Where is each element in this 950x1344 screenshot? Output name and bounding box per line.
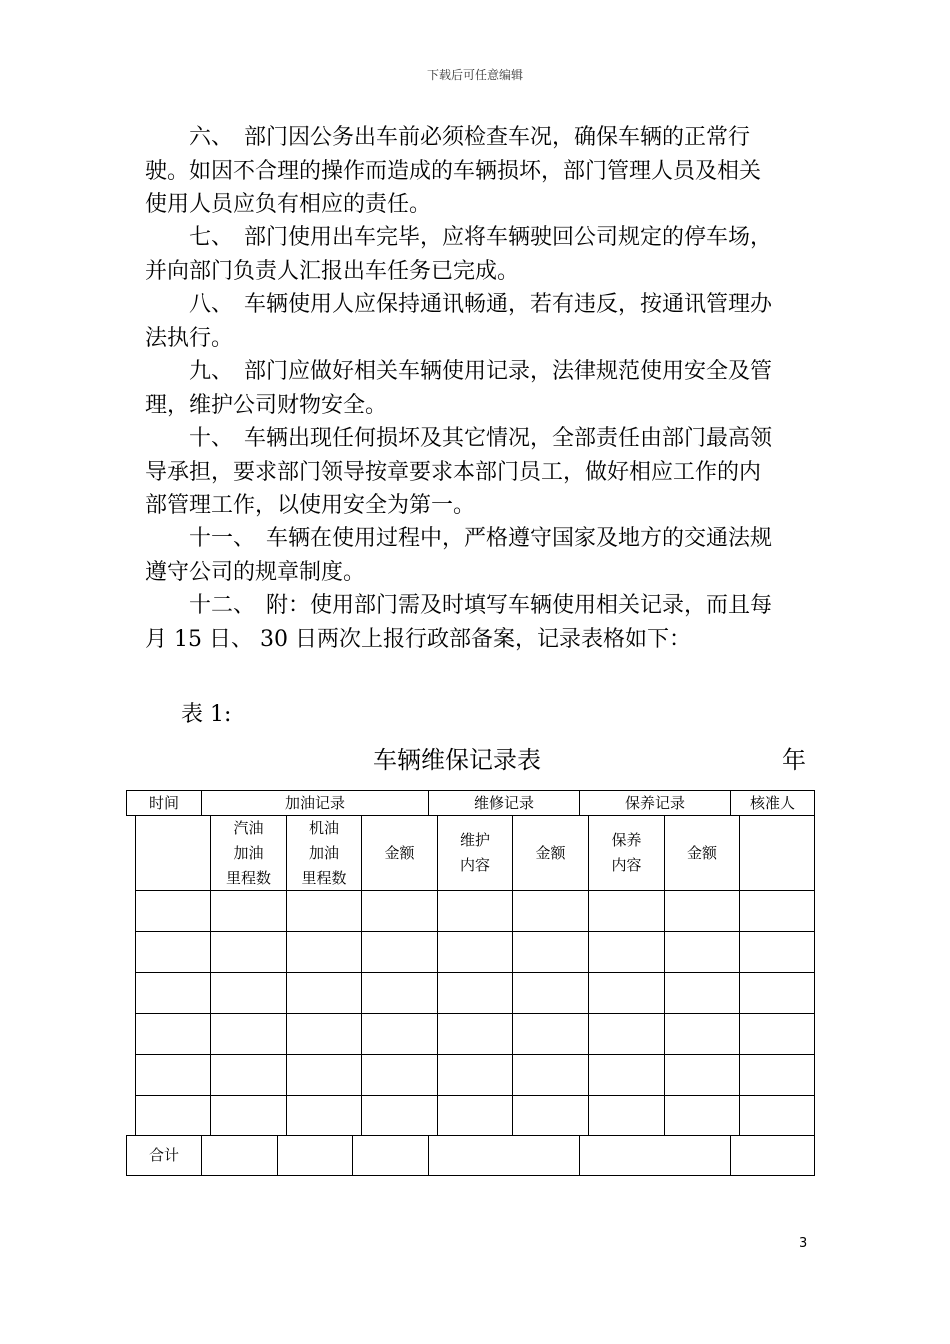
table-sub-header: 金额 — [512, 815, 589, 891]
table-cell — [361, 1013, 438, 1055]
table-cell — [739, 890, 815, 932]
paragraph — [145, 121, 810, 222]
table-sub-header — [135, 815, 211, 891]
table-sub-header: 机油 加油 里程数 — [286, 815, 362, 891]
table-cell — [286, 1013, 362, 1055]
table-cell — [664, 890, 740, 932]
table-group-header: 保养记录 — [579, 790, 731, 816]
table-cell — [135, 972, 211, 1014]
page-header: 下载后可任意编辑 — [426, 68, 523, 82]
table-total-cell — [352, 1135, 429, 1176]
table-cell — [588, 1054, 665, 1096]
table-cell — [739, 972, 815, 1014]
table-cell — [664, 1054, 740, 1096]
table-cell — [361, 1054, 438, 1096]
table-cell — [437, 1013, 513, 1055]
table-cell — [210, 1054, 287, 1096]
table-cell — [210, 890, 287, 932]
table-cell — [512, 1054, 589, 1096]
table-cell — [437, 931, 513, 973]
table-cell — [437, 890, 513, 932]
paragraph-line: 十二、 附：使用部门需及时填写车辆使用相关记录，而且每 — [145, 593, 773, 618]
paragraph-line: 并向部门负责人汇报出车任务已完成。 — [145, 258, 520, 284]
table-cell — [588, 972, 665, 1014]
table-sub-header: 维护 内容 — [437, 815, 513, 891]
paragraph-line: 驶。如因不合理的操作而造成的车辆损坏，部门管理人员及相关 — [145, 158, 762, 184]
table-group-header: 核准人 — [730, 790, 815, 816]
paragraph-line: 法执行。 — [145, 325, 234, 351]
table-sub-header — [739, 815, 815, 891]
table-cell — [286, 931, 362, 973]
paragraph-line: 部管理工作，以使用安全为第一。 — [145, 493, 476, 518]
table-cell — [739, 931, 815, 973]
table-label: 表 1: — [181, 702, 232, 727]
table-sub-header: 金额 — [664, 815, 740, 891]
table-cell — [361, 890, 438, 932]
table-cell — [588, 931, 665, 973]
table-cell — [739, 1013, 815, 1055]
paragraph-line: 月 15 日、 30 日两次上报行政部备案，记录表格如下： — [145, 626, 691, 652]
paragraph-line: 七、 部门使用出车完毕，应将车辆驶回公司规定的停车场， — [145, 225, 773, 250]
table-cell — [664, 1095, 740, 1136]
table-cell — [361, 1095, 438, 1136]
paragraph-line: 使用人员应负有相应的责任。 — [145, 192, 432, 217]
table-cell — [664, 972, 740, 1014]
table-total-cell — [201, 1135, 278, 1176]
table-cell — [512, 1095, 589, 1136]
table-cell — [512, 972, 589, 1014]
table-sub-header: 金额 — [361, 815, 438, 891]
table-cell — [437, 1095, 513, 1136]
table-cell — [135, 1095, 211, 1136]
table-cell — [512, 1013, 589, 1055]
table-cell — [361, 972, 438, 1014]
table-cell — [437, 1054, 513, 1096]
paragraph-line: 九、 部门应做好相关车辆使用记录，法律规范使用安全及管 — [145, 359, 773, 384]
table-cell — [135, 1054, 211, 1096]
paragraph-line: 十一、 车辆在使用过程中，严格遵守国家及地方的交通法规 — [145, 526, 773, 551]
table-total-label: 合计 — [126, 1135, 202, 1176]
paragraph-line: 六、 部门因公务出车前必须检查车况，确保车辆的正常行 — [145, 125, 751, 150]
table-cell — [664, 931, 740, 973]
paragraph-line: 理，维护公司财物安全。 — [145, 392, 388, 418]
table-cell — [739, 1054, 815, 1096]
table-cell — [135, 1013, 211, 1055]
paragraph — [145, 422, 810, 523]
paragraph-line: 十、 车辆出现任何损坏及其它情况，全部责任由部门最高领 — [145, 426, 773, 451]
paragraph-line: 遵守公司的规章制度。 — [145, 559, 366, 585]
table-total-cell — [730, 1135, 815, 1176]
table-cell — [210, 1013, 287, 1055]
paragraph — [145, 288, 810, 355]
table-cell — [210, 931, 287, 973]
table-cell — [135, 931, 211, 973]
table-group-header: 维修记录 — [428, 790, 580, 816]
table-cell — [588, 1095, 665, 1136]
table-cell — [210, 1095, 287, 1136]
table-cell — [588, 890, 665, 932]
table-cell — [437, 972, 513, 1014]
table-cell — [512, 890, 589, 932]
paragraph-line: 导承担，要求部门领导按章要求本部门员工，做好相应工作的内 — [145, 459, 762, 485]
table-cell — [286, 1095, 362, 1136]
table-cell — [664, 1013, 740, 1055]
table-cell — [739, 1095, 815, 1136]
paragraph-line: 八、 车辆使用人应保持通讯畅通，若有违反，按通讯管理办 — [145, 292, 773, 317]
table-cell — [512, 931, 589, 973]
table-total-cell — [428, 1135, 580, 1176]
table-total-cell — [277, 1135, 353, 1176]
table-cell — [361, 931, 438, 973]
table-cell — [286, 1054, 362, 1096]
table-cell — [286, 972, 362, 1014]
paragraph — [145, 589, 810, 656]
table-cell — [135, 890, 211, 932]
paragraph — [145, 522, 810, 589]
table-sub-header: 汽油 加油 里程数 — [210, 815, 287, 891]
table-cell — [588, 1013, 665, 1055]
table-title: 车辆维保记录表 — [373, 746, 541, 774]
table-cell — [286, 890, 362, 932]
page-number: 3 — [799, 1236, 808, 1251]
table-group-header: 时间 — [126, 790, 202, 816]
table-cell — [210, 972, 287, 1014]
paragraph — [145, 221, 810, 288]
table-group-header: 加油记录 — [201, 790, 429, 816]
paragraph — [145, 355, 810, 422]
table-year: 年 — [782, 746, 806, 774]
table-total-cell — [579, 1135, 731, 1176]
table-sub-header: 保养 内容 — [588, 815, 665, 891]
